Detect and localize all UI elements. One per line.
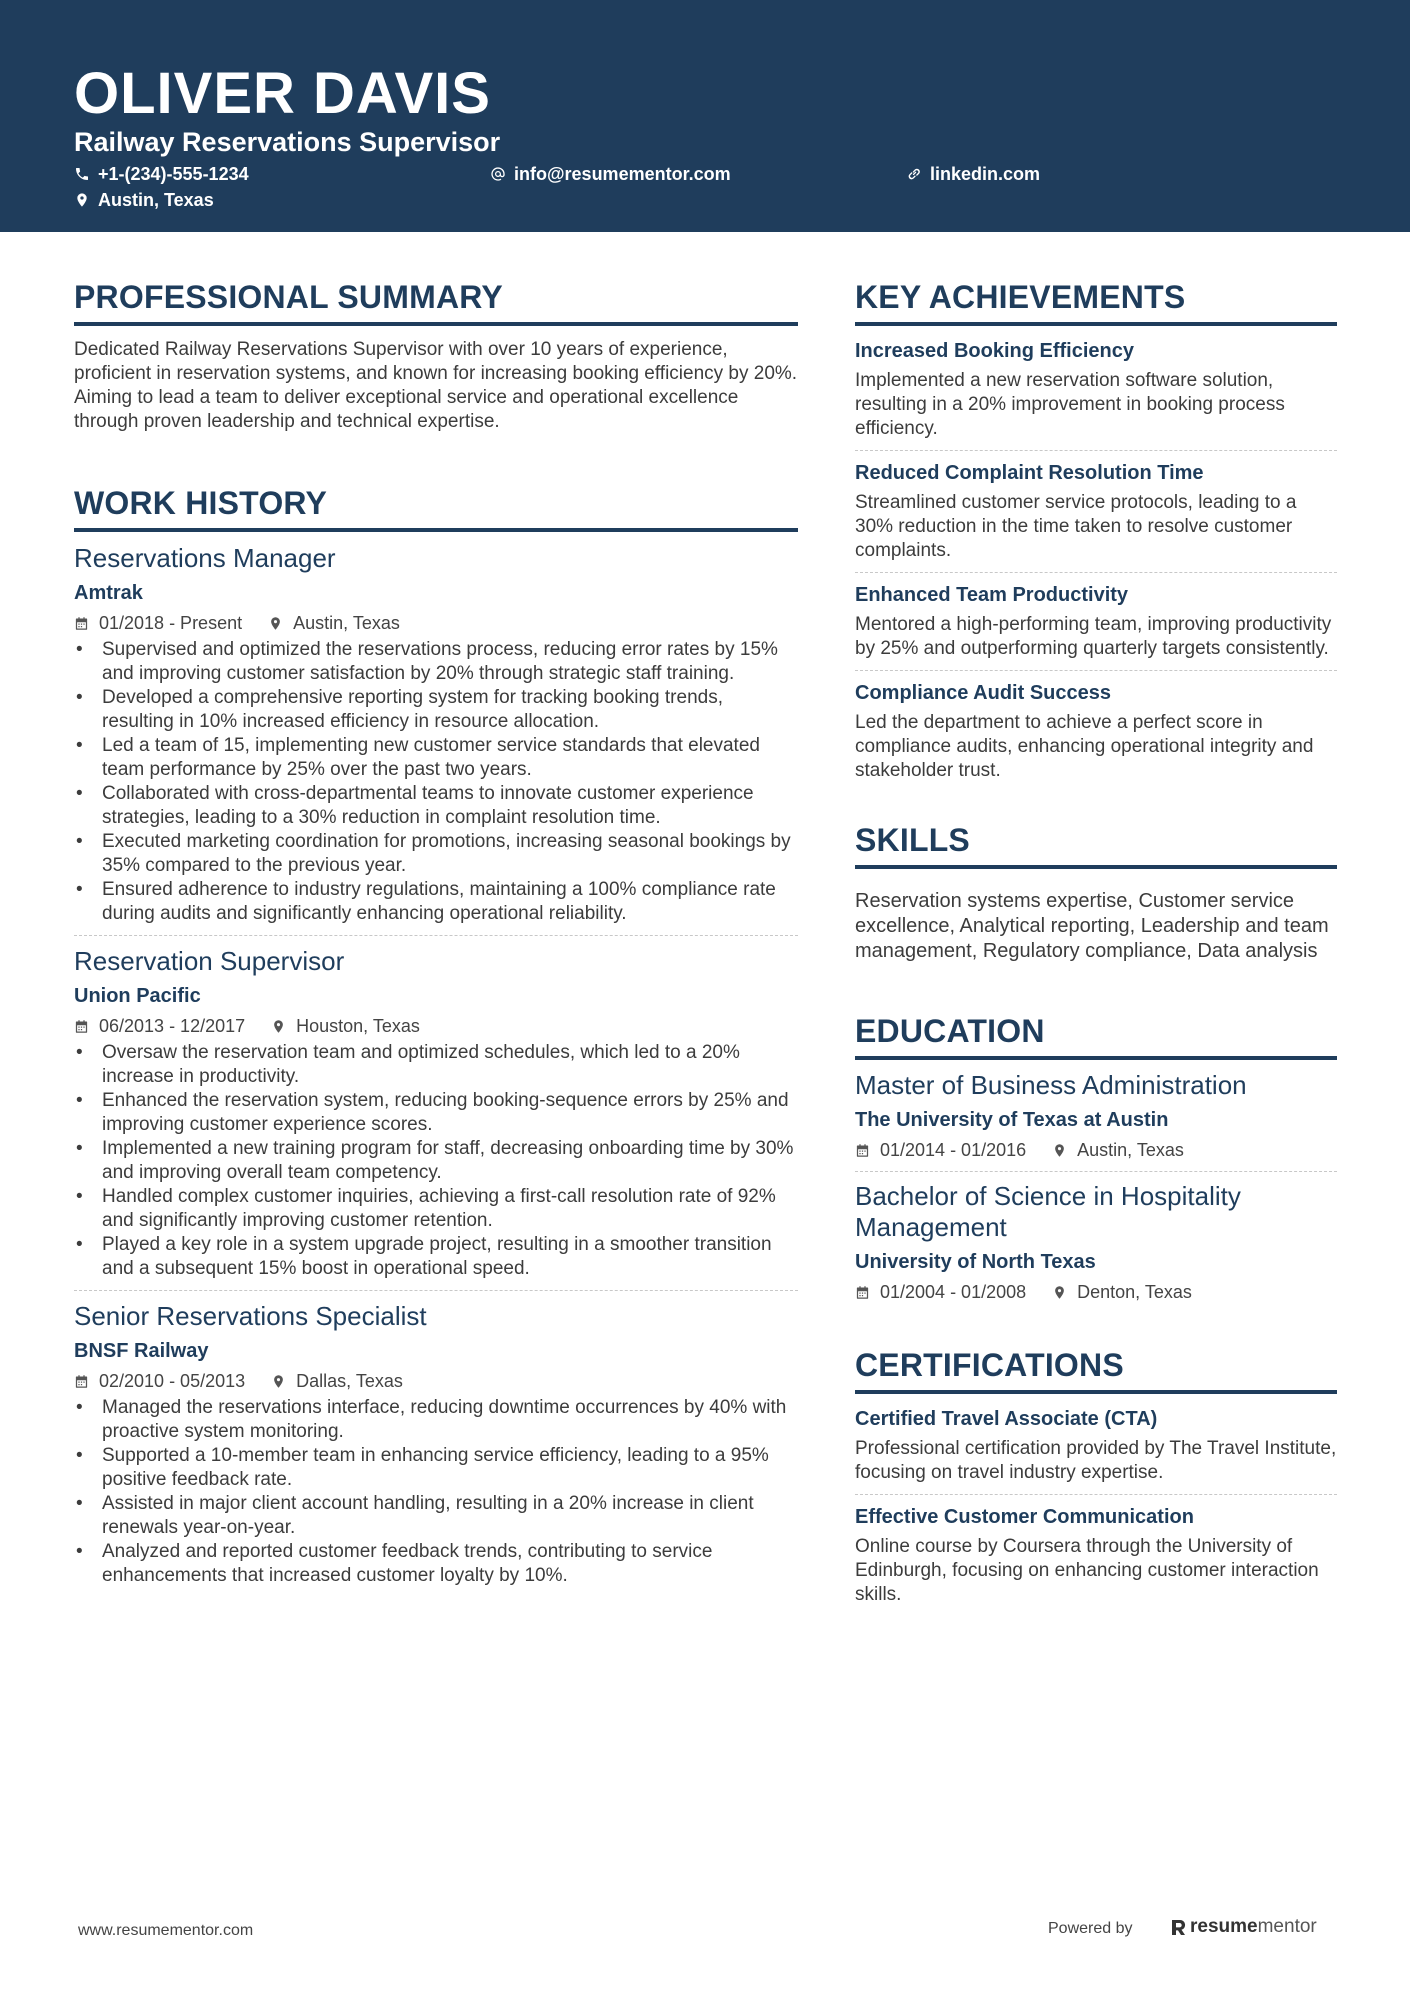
achievement-title: Enhanced Team Productivity bbox=[855, 584, 1129, 606]
certification-title: Certified Travel Associate (CTA) bbox=[855, 1408, 1158, 1430]
education-item bbox=[855, 1070, 1337, 1162]
achievement-title: Reduced Complaint Resolution Time bbox=[855, 462, 1204, 484]
list-item: • Collaborated with cross-departmental teams to innovate customer experience strategies, leading to a 30% reduction in complaint resolution time. bbox=[74, 782, 798, 830]
education-item bbox=[855, 1181, 1337, 1304]
divider bbox=[74, 935, 798, 936]
calendar-icon bbox=[74, 616, 89, 631]
job-location: Dallas, Texas bbox=[296, 1371, 403, 1391]
link-icon bbox=[906, 166, 922, 182]
divider bbox=[74, 1290, 798, 1291]
phone-icon bbox=[74, 166, 90, 182]
education-dates: 01/2004 - 01/2008 bbox=[880, 1282, 1027, 1302]
job-dates: 06/2013 - 12/2017 bbox=[99, 1016, 246, 1036]
education-meta bbox=[855, 1138, 1337, 1162]
list-item: • Enhanced the reservation system, reducing booking-sequence errors by 25% and improving customer experience scores. bbox=[74, 1089, 798, 1137]
summary-heading: PROFESSIONAL SUMMARY bbox=[74, 276, 798, 326]
education-degree: Bachelor of Science in Hospitality Management bbox=[855, 1181, 1241, 1242]
list-item: • Implemented a new training program for staff, decreasing onboarding time by 30% and improving overall team competency. bbox=[74, 1137, 798, 1185]
job-title: Reservations Manager bbox=[74, 543, 336, 573]
job-location: Austin, Texas bbox=[293, 613, 400, 633]
job-meta bbox=[74, 611, 798, 635]
education-location: Austin, Texas bbox=[1077, 1140, 1184, 1160]
brand-name-light: mentor bbox=[1257, 1916, 1317, 1937]
at-sign-icon bbox=[490, 166, 506, 182]
map-pin-icon bbox=[1052, 1285, 1067, 1300]
left-column bbox=[74, 276, 798, 1588]
list-item: • Developed a comprehensive reporting system for tracking booking trends, resulting in 10% increased efficiency in resource allocation. bbox=[74, 686, 798, 734]
list-item: • Oversaw the reservation team and optimized schedules, which led to a 20% increase in productivity. bbox=[74, 1041, 798, 1089]
map-pin-icon bbox=[268, 616, 283, 631]
map-pin-icon bbox=[271, 1019, 286, 1034]
education-school: University of North Texas bbox=[855, 1251, 1096, 1273]
list-item: • Played a key role in a system upgrade project, resulting in a smoother transition and a subsequent 15% boost in operational speed. bbox=[74, 1233, 798, 1281]
divider bbox=[855, 670, 1337, 671]
list-item: • Supported a 10-member team in enhancing service efficiency, leading to a 95% positive feedback rate. bbox=[74, 1444, 798, 1492]
summary-text: Dedicated Railway Reservations Supervisor with over 10 years of experience, proficient in reservation systems, and known for increasing booking efficiency by 20%. Aiming to lead a team to deliver exceptional service and operational excellence through proven leadership and technical expertise. bbox=[74, 339, 798, 432]
job-bullets bbox=[74, 638, 798, 926]
achievement-title: Compliance Audit Success bbox=[855, 682, 1111, 704]
linkedin-link[interactable]: linkedin.com bbox=[930, 164, 1041, 184]
email-link[interactable]: info@resumementor.com bbox=[514, 164, 731, 184]
calendar-icon bbox=[74, 1019, 89, 1034]
brand-name-bold: resume bbox=[1190, 1916, 1258, 1937]
contact-email[interactable] bbox=[490, 162, 731, 186]
footer-powered-by: Powered by bbox=[1048, 1920, 1133, 1937]
job-company: Union Pacific bbox=[74, 985, 201, 1007]
education-meta bbox=[855, 1280, 1337, 1304]
calendar-icon bbox=[74, 1374, 89, 1389]
achievement-title: Increased Booking Efficiency bbox=[855, 340, 1134, 362]
list-item: • Led a team of 15, implementing new customer service standards that elevated team performance by 25% over the past two years. bbox=[74, 734, 798, 782]
job-bullets bbox=[74, 1041, 798, 1281]
list-item: • Handled complex customer inquiries, achieving a first-call resolution rate of 92% and significantly improving customer retention. bbox=[74, 1185, 798, 1233]
list-item: • Executed marketing coordination for promotions, increasing seasonal bookings by 35% compared to the previous year. bbox=[74, 830, 798, 878]
candidate-title: Railway Reservations Supervisor bbox=[74, 127, 501, 157]
list-item: • Ensured adherence to industry regulations, maintaining a 100% compliance rate during audits and significantly enhancing operational reliability. bbox=[74, 878, 798, 926]
achievements-heading: KEY ACHIEVEMENTS bbox=[855, 276, 1337, 326]
resume-header bbox=[0, 0, 1410, 232]
education-dates: 01/2014 - 01/2016 bbox=[880, 1140, 1027, 1160]
job-entry bbox=[74, 542, 798, 926]
achievement-text: Streamlined customer service protocols, leading to a 30% reduction in the time taken to resolve customer complaints. bbox=[855, 492, 1297, 561]
job-title: Senior Reservations Specialist bbox=[74, 1301, 427, 1331]
job-entry bbox=[74, 1300, 798, 1588]
achievement-item bbox=[855, 582, 1337, 661]
calendar-icon bbox=[855, 1143, 870, 1158]
footer-website-link[interactable]: www.resumementor.com bbox=[78, 1922, 254, 1939]
map-pin-icon bbox=[74, 192, 90, 208]
job-location: Houston, Texas bbox=[296, 1016, 420, 1036]
divider bbox=[855, 1494, 1337, 1495]
certification-item bbox=[855, 1504, 1337, 1607]
job-title: Reservation Supervisor bbox=[74, 946, 345, 976]
footer-brand-logo[interactable] bbox=[1170, 1914, 1317, 1940]
job-company: BNSF Railway bbox=[74, 1340, 209, 1362]
divider bbox=[855, 572, 1337, 573]
divider bbox=[855, 1171, 1337, 1172]
education-location: Denton, Texas bbox=[1077, 1282, 1192, 1302]
brand-logo-icon bbox=[1170, 1918, 1186, 1936]
job-meta bbox=[74, 1014, 798, 1038]
skills-text: Reservation systems expertise, Customer service excellence, Analytical reporting, Leadership and team management, Regulatory compliance, Data analysis bbox=[855, 890, 1329, 962]
certifications-heading: CERTIFICATIONS bbox=[855, 1344, 1337, 1394]
achievement-text: Mentored a high-performing team, improving productivity by 25% and outperforming quarterly targets consistently. bbox=[855, 614, 1332, 659]
education-school: The University of Texas at Austin bbox=[855, 1109, 1169, 1131]
list-item: • Managed the reservations interface, reducing downtime occurrences by 40% with proactive system monitoring. bbox=[74, 1396, 798, 1444]
certification-text: Online course by Coursera through the University of Edinburgh, focusing on enhancing customer interaction skills. bbox=[855, 1536, 1319, 1605]
map-pin-icon bbox=[1052, 1143, 1067, 1158]
contact-location bbox=[74, 188, 214, 212]
certification-text: Professional certification provided by The Travel Institute, focusing on travel industry expertise. bbox=[855, 1438, 1337, 1483]
work-history-heading: WORK HISTORY bbox=[74, 482, 798, 532]
right-column bbox=[855, 276, 1337, 1607]
education-heading: EDUCATION bbox=[855, 1010, 1337, 1060]
calendar-icon bbox=[855, 1285, 870, 1300]
location-text: Austin, Texas bbox=[98, 190, 214, 210]
job-entry bbox=[74, 945, 798, 1281]
map-pin-icon bbox=[271, 1374, 286, 1389]
list-item: • Assisted in major client account handling, resulting in a 20% increase in client renewals year-on-year. bbox=[74, 1492, 798, 1540]
job-dates: 02/2010 - 05/2013 bbox=[99, 1371, 246, 1391]
certification-item bbox=[855, 1406, 1337, 1485]
achievement-item bbox=[855, 460, 1337, 563]
list-item: • Supervised and optimized the reservations process, reducing error rates by 15% and improving customer satisfaction by 20% through strategic staff training. bbox=[74, 638, 798, 686]
contact-phone bbox=[74, 162, 249, 186]
job-bullets bbox=[74, 1396, 798, 1588]
list-item: • Analyzed and reported customer feedback trends, contributing to service enhancements that increased customer loyalty by 10%. bbox=[74, 1540, 798, 1588]
job-company: Amtrak bbox=[74, 582, 143, 604]
candidate-name: OLIVER DAVIS bbox=[74, 61, 491, 126]
job-dates: 01/2018 - Present bbox=[99, 613, 243, 633]
achievement-item bbox=[855, 338, 1337, 441]
contact-linkedin[interactable] bbox=[906, 162, 1040, 186]
certification-title: Effective Customer Communication bbox=[855, 1506, 1194, 1528]
achievement-item bbox=[855, 680, 1337, 783]
achievement-text: Led the department to achieve a perfect score in compliance audits, enhancing operational integrity and stakeholder trust. bbox=[855, 712, 1314, 781]
achievement-text: Implemented a new reservation software solution, resulting in a 20% improvement in booking process efficiency. bbox=[855, 370, 1285, 439]
skills-heading: SKILLS bbox=[855, 819, 1337, 869]
education-degree: Master of Business Administration bbox=[855, 1070, 1247, 1100]
job-meta bbox=[74, 1369, 798, 1393]
phone-text: +1-(234)-555-1234 bbox=[98, 164, 249, 184]
divider bbox=[855, 450, 1337, 451]
